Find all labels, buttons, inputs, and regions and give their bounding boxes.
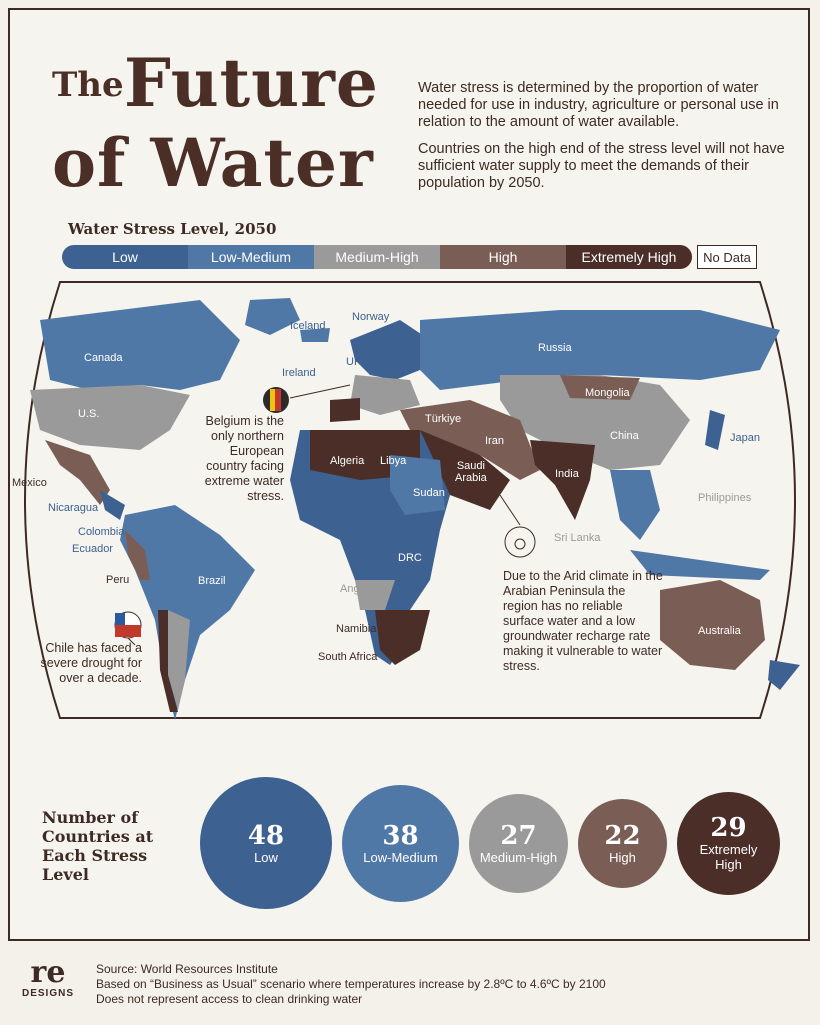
bubble-label: Low-Medium [363,849,438,865]
label-norway: Norway [352,311,390,323]
bubble-label: Medium-High [479,849,558,865]
legend-no-data: No Data [697,245,757,269]
legend-medium-high: Medium-High [314,245,440,269]
label-us: U.S. [78,408,100,420]
bubble-value: 22 [604,820,641,851]
footer-note-1: Based on “Business as Usual” scenario where temperatures increase by 2.8ºC to 4.6ºC by 2100 [96,977,606,991]
label-sri-lanka: Sri Lanka [554,532,601,544]
bubble-value: 38 [382,820,419,851]
intro-text [418,80,788,202]
bubble-value: 29 [710,813,747,843]
bubble-label: Low [254,849,278,865]
label-sudan: Sudan [413,487,445,499]
belgium-flag-red [275,389,281,411]
annotation-chile: Chile has faced a severe drought for over a decade. [40,641,142,685]
re-designs-logo: re DESIGNS [22,955,75,999]
bubble-label: High [609,849,636,865]
legend-low: Low [62,245,188,269]
label-angola: Angola [340,583,375,595]
counts-title: Number of Countries at Each Stress Level [42,808,154,884]
label-australia: Australia [698,625,741,637]
label-iran: Iran [485,435,504,447]
label-namibia: Namibia [336,623,377,635]
label-nicaragua: Nicaragua [48,502,99,514]
label-colombia: Colombia [78,526,125,538]
legend-low-medium: Low-Medium [188,245,314,269]
intro-paragraph-1: Water stress is determined by the proportion of water needed for use in industry, agriculture or personal use in relation to the amount of water available. [418,80,779,130]
label-japan: Japan [730,432,760,444]
title-of-water: of Water [52,124,374,202]
label-india: India [555,468,579,480]
label-libya: Libya [380,455,407,467]
bubble-low [200,777,332,909]
label-uk: UK [346,356,362,368]
sun-icon [505,527,535,557]
footer-note-2: Does not represent access to clean drinking water [96,992,363,1006]
world-map [0,280,820,720]
title-the: The [52,65,124,105]
legend-extremely-high: Extremely High [566,245,692,269]
footer-source: Source: World Resources Institute [96,962,278,976]
label-iceland: Iceland [290,320,326,332]
label-canada: Canada [84,352,123,364]
belgium-flag-yellow [270,389,275,411]
annotation-arabia: Due to the Arid climate in the Arabian Peninsula the region has no reliable surface water and a low groundwater recharge rate making it vulnerable to water stress. [503,569,663,673]
footer-notes [96,962,606,1007]
label-turkiye: Türkiye [425,413,462,425]
intro-paragraph-2: Countries on the high end of the stress level will not have sufficient water supply to meet the demands of their population by 2050. [418,141,785,191]
label-south-africa: South Africa [318,651,378,663]
label-brazil: Brazil [198,575,226,587]
label-mongolia: Mongolia [585,387,630,399]
bubble-label: Extremely High [699,842,758,872]
bubble-value: 27 [500,820,537,851]
label-ireland: Ireland [282,367,316,379]
label-philippines: Philippines [698,492,752,504]
label-peru: Peru [106,574,130,586]
label-saudi-arabia: Saudi Arabia [455,460,487,484]
legend-title: Water Stress Level, 2050 [68,220,277,238]
legend-scale [62,245,692,269]
bubble-value: 48 [247,820,285,851]
label-drc: DRC [398,552,422,564]
title-future: Future [124,44,379,122]
region-iberia [330,398,360,422]
bubble-low-medium [342,785,459,902]
bubble-medium-high [469,794,568,893]
label-algeria: Algeria [330,455,365,467]
label-ecuador: Ecuador [72,543,113,555]
annotation-belgium: Belgium is the only northern European country facing extreme water stress. [204,414,284,503]
bubble-high [578,799,667,888]
bubble-extremely-high [677,792,780,895]
legend-high: High [440,245,566,269]
label-russia: Russia [538,342,572,354]
label-china: China [610,430,639,442]
region-new-zealand [768,660,800,690]
label-mexico: Mexico [12,477,47,489]
